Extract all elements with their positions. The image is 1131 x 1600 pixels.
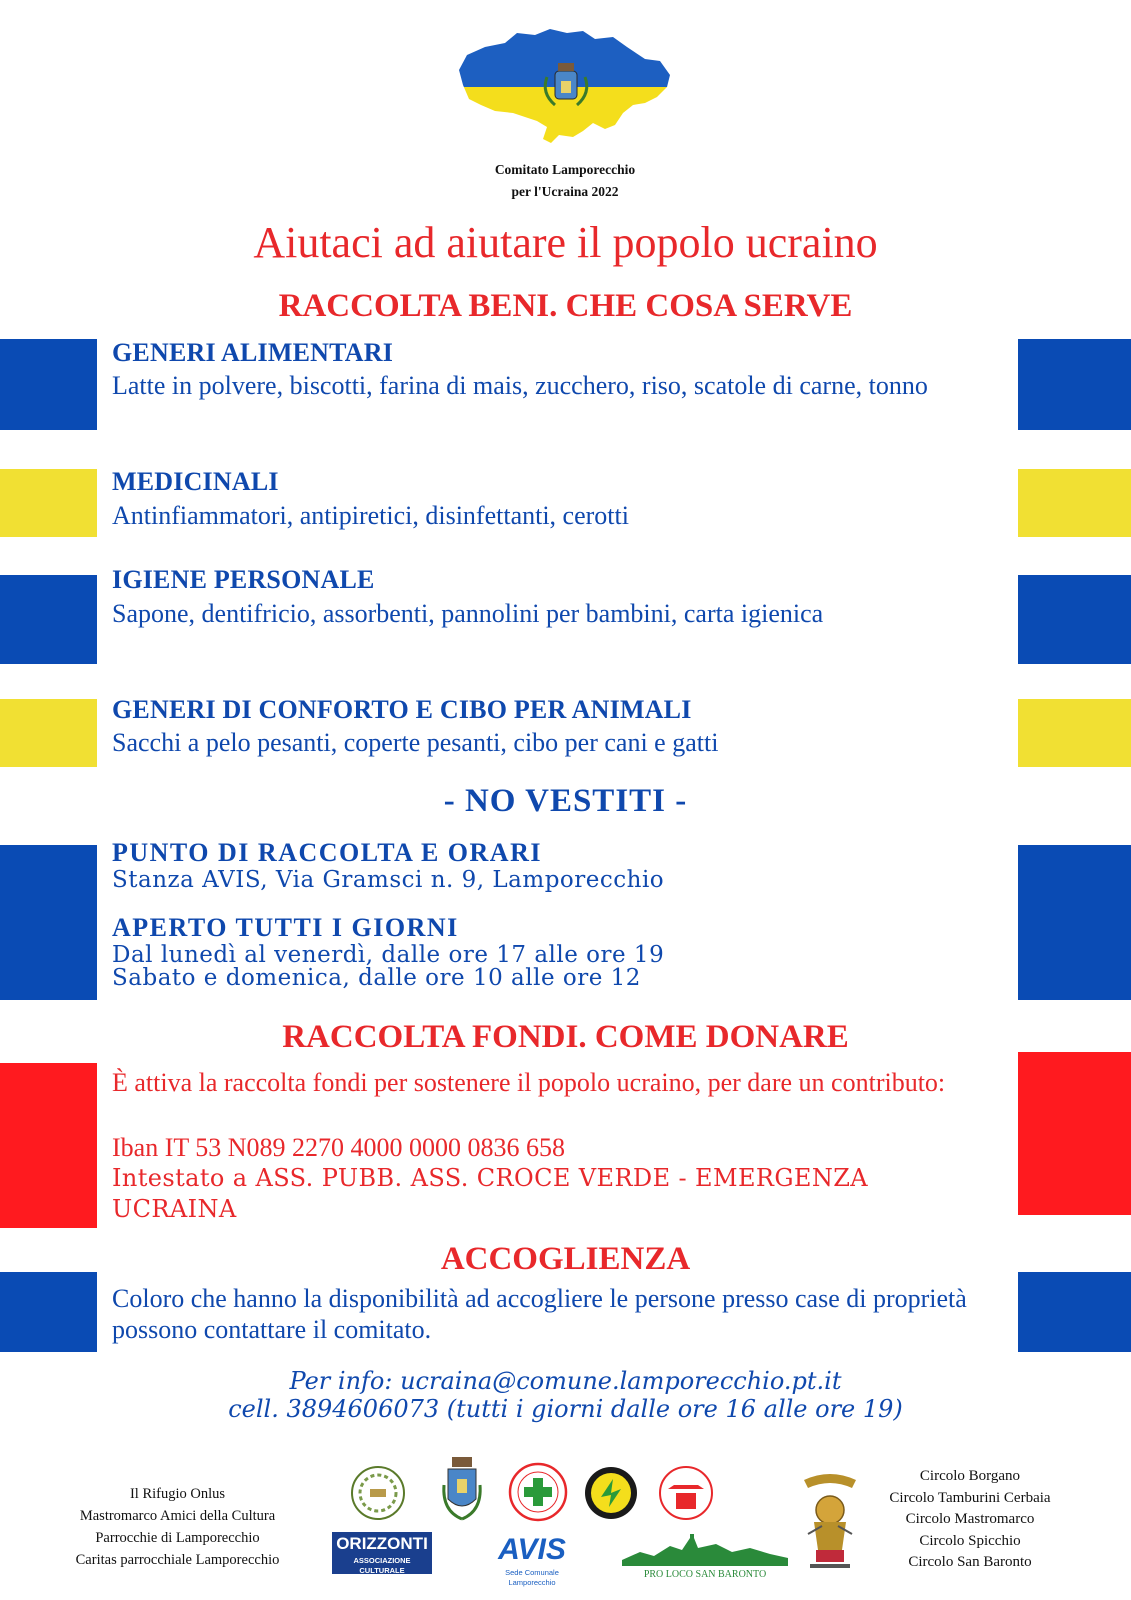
- sponsors-right: [860, 1466, 1080, 1574]
- iban: Iban IT 53 N089 2270 4000 0000 0836 658: [112, 1133, 566, 1162]
- orizzonti-sub: ASSOCIAZIONE CULTURALE: [353, 1556, 411, 1575]
- protezione-civile-logo: [583, 1465, 639, 1521]
- pro-loco-landscape-icon: [620, 1530, 790, 1568]
- right-blue-block: [1018, 1272, 1131, 1352]
- municipal-coat-of-arms-icon: [438, 1455, 486, 1523]
- info-email: Per info: ucraina@comune.lamporecchio.pt.it: [289, 1367, 842, 1395]
- section-text-medicine: Antinfiammatori, antipiretici, disinfettanti, cerotti: [112, 501, 629, 530]
- section-heading-comfort: GENERI DI CONFORTO E CIBO PER ANIMALI: [112, 695, 692, 724]
- circolo-red-logo: [658, 1465, 714, 1521]
- left-blue-block: [0, 339, 97, 430]
- left-yellow-block: [0, 469, 97, 537]
- orizzonti-logo: [332, 1532, 432, 1574]
- logo-caption-line2: per l'Ucraina 2022: [511, 184, 619, 199]
- right-yellow-block: [1018, 699, 1131, 767]
- section-text-hygiene: Sapone, dentifricio, assorbenti, pannolini per bambini, carta igienica: [112, 599, 824, 628]
- funds-text: È attiva la raccolta fondi per sostenere il popolo ucraino, per dare un contributo:: [112, 1068, 946, 1097]
- section-text-comfort: Sacchi a pelo pesanti, coperte pesanti, cibo per cani e gatti: [112, 728, 719, 757]
- sponsor-name: Circolo Tamburini Cerbaia: [889, 1489, 1051, 1506]
- funds-heading: RACCOLTA FONDI. COME DONARE: [282, 1019, 849, 1055]
- sponsor-name: Circolo Borgano: [919, 1468, 1021, 1484]
- logo-caption-line1: Comitato Lamporecchio: [494, 162, 636, 177]
- circolo-emblem-logo: [800, 1470, 860, 1575]
- collection-heading: PUNTO DI RACCOLTA E ORARI: [112, 838, 542, 867]
- section-heading-food: GENERI ALIMENTARI: [112, 338, 394, 367]
- right-blue-block: [1018, 339, 1131, 430]
- croce-verde-logo: [508, 1462, 568, 1522]
- collection-address: Stanza AVIS, Via Gramsci n. 9, Lamporecchio: [112, 867, 665, 893]
- left-blue-block: [0, 845, 97, 1000]
- sponsor-name: Il Rifugio Onlus: [129, 1486, 226, 1502]
- welcome-text: Coloro che hanno la disponibilità ad accogliere le persone presso case di proprietà possono contattare il comitato.: [112, 1284, 967, 1344]
- right-blue-block: [1018, 845, 1131, 1000]
- hours-weekend: Sabato e domenica, dalle ore 10 alle ore 12: [112, 965, 641, 991]
- goods-heading: RACCOLTA BENI. CHE COSA SERVE: [278, 288, 853, 324]
- sponsor-name: Circolo Mastromarco: [905, 1511, 1035, 1527]
- left-blue-block: [0, 1272, 97, 1352]
- info-phone: cell. 3894606073 (tutti i giorni dalle ore 16 alle ore 19): [228, 1395, 903, 1423]
- section-text-food: Latte in polvere, biscotti, farina di mais, zucchero, riso, scatole di carne, tonno: [112, 371, 928, 400]
- page-title: Aiutaci ad aiutare il popolo ucraino: [253, 218, 878, 267]
- right-yellow-block: [1018, 469, 1131, 537]
- sponsors-left: [40, 1483, 315, 1571]
- right-blue-block: [1018, 575, 1131, 664]
- ukraine-map-logo: [455, 25, 685, 165]
- avis-sub: Sede Comunale Lamporecchio: [505, 1568, 559, 1587]
- sponsor-name: Circolo Spicchio: [919, 1532, 1021, 1549]
- hours-weekdays: Dal lunedì al venerdì, dalle ore 17 alle ore 19: [112, 942, 665, 968]
- sponsor-name: Caritas parrocchiale Lamporecchio: [75, 1552, 280, 1568]
- right-red-block: [1018, 1052, 1131, 1215]
- sponsor-name: Parrocchie di Lamporecchio: [95, 1530, 260, 1546]
- sponsor-name: Circolo San Baronto: [908, 1554, 1032, 1570]
- left-blue-block: [0, 575, 97, 664]
- section-heading-hygiene: IGIENE PERSONALE: [112, 565, 375, 594]
- welcome-heading: ACCOGLIENZA: [440, 1241, 691, 1277]
- left-yellow-block: [0, 699, 97, 767]
- left-red-block: [0, 1063, 97, 1228]
- no-clothes-notice: - NO VESTITI -: [443, 783, 688, 819]
- pro-loco-name: PRO LOCO SAN BARONTO: [643, 1569, 767, 1580]
- avis-logo: [482, 1532, 582, 1587]
- hours-heading: APERTO TUTTI I GIORNI: [112, 913, 459, 942]
- sponsor-name: Mastromarco Amici della Cultura: [79, 1508, 276, 1524]
- account-holder: Intestato a ASS. PUBB. ASS. CROCE VERDE - EMERGENZA UCRAINA: [112, 1164, 869, 1223]
- section-heading-medicine: MEDICINALI: [112, 467, 279, 496]
- orizzonti-name: ORIZZONTI: [336, 1534, 428, 1553]
- rifugio-logo: [350, 1465, 406, 1521]
- avis-name: AVIS: [498, 1533, 566, 1566]
